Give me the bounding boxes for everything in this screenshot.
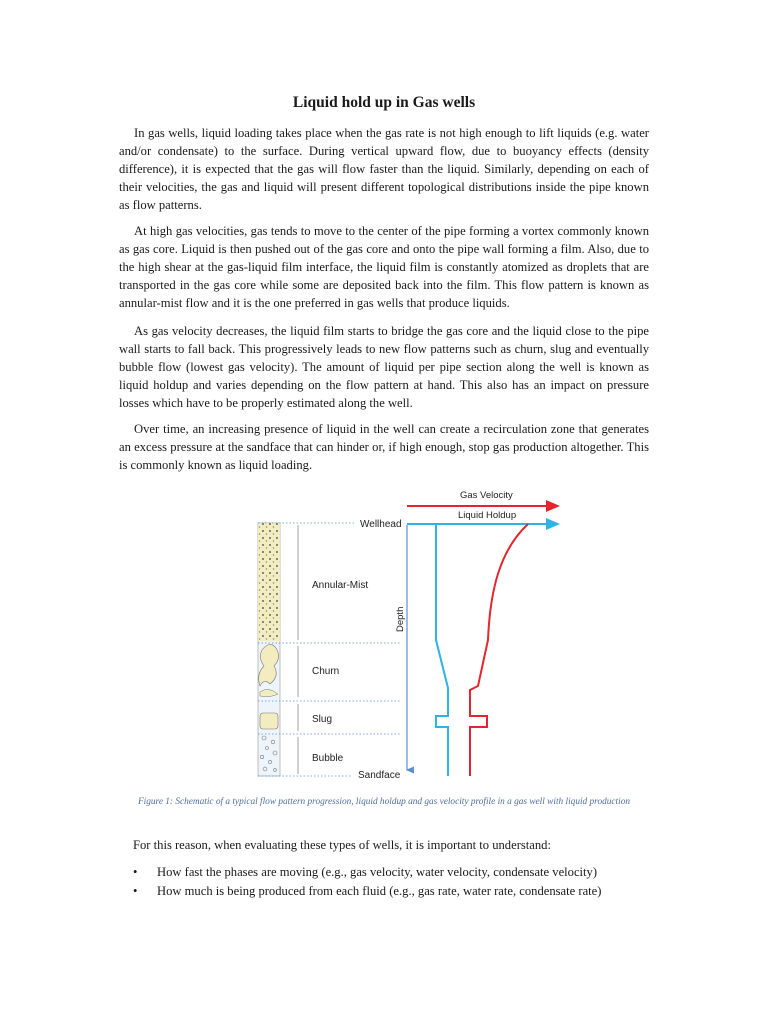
flow-pattern-diagram xyxy=(240,480,580,785)
list-item-text: How much is being produced from each fluid (e.g., gas rate, water rate, condensate rate) xyxy=(157,884,602,898)
figure-caption: Figure 1: Schematic of a typical flow pattern progression, liquid holdup and gas velocity profile in a gas well with liquid production xyxy=(137,797,630,807)
paragraph-annular-mist: At high gas velocities, gas tends to move to the center of the pipe forming a vortex commonly known as gas core. Liquid is then pushed out of the gas core and onto the pipe wall forming a film. Also, due to the high shear at the gas-liquid film interface, the liquid film is constantly atomized as droplets that are transported in the gas core while some are deposited back into the film. This flow pattern is known as annular-mist flow and it is the one preferred in gas wells that produce liquids. xyxy=(119,224,649,310)
sandface-label: Sandface xyxy=(358,770,401,781)
list-item-text: How fast the phases are moving (e.g., gas velocity, water velocity, condensate velocity) xyxy=(157,865,598,879)
bullet-list xyxy=(130,863,690,901)
paragraph-recirculation: Over time, an increasing presence of liquid in the well can create a recirculation zone that generates an excess pressure at the sandface that can hinder or, if high enough, stop gas production altogether. This is commonly known as liquid loading. xyxy=(119,422,649,472)
paragraph-evaluation-intro: For this reason, when evaluating these types of wells, it is important to understand: xyxy=(133,838,551,852)
bullet-icon: • xyxy=(133,865,138,879)
pattern-label-bubble: Bubble xyxy=(312,753,344,764)
slug-bubble xyxy=(260,713,278,729)
liquid-holdup-label: Liquid Holdup xyxy=(458,510,517,521)
bullet-icon: • xyxy=(133,884,138,898)
depth-label: Depth xyxy=(395,606,406,632)
pattern-label-annular-mist: Annular-Mist xyxy=(312,580,369,591)
pattern-label-churn: Churn xyxy=(312,666,340,677)
liquid-holdup-curve xyxy=(436,524,448,776)
paragraph-flow-patterns: As gas velocity decreases, the liquid film starts to bridge the gas core and the liquid close to the pipe wall starts to fall back. This progressively leads to new flow patterns such as churn, slug and eventually bubble flow (lowest gas velocity). The amount of liquid per pipe section along the well is known as liquid holdup and varies depending on the flow pattern at hand. This also has an impact on pressure losses which have to be properly estimated along the well. xyxy=(119,324,649,410)
flow-pattern-figure xyxy=(240,480,580,785)
annular-mist-droplets xyxy=(258,523,280,641)
wellhead-label: Wellhead xyxy=(360,519,402,530)
list-item xyxy=(130,863,690,882)
gas-velocity-label: Gas Velocity xyxy=(460,490,513,501)
pattern-label-slug: Slug xyxy=(312,714,333,725)
gas-velocity-curve xyxy=(470,524,528,776)
list-item xyxy=(130,882,690,901)
paragraph-liquid-loading-intro: In gas wells, liquid loading takes place when the gas rate is not high enough to lift liquids (e.g. water and/or condensate) to the surface. During vertical upward flow, due to buoyancy effects (density difference), it is expected that the gas will flow faster than the liquid. Similarly, depending on each of their velocities, the gas and liquid will present different topological distributions inside the pipe known as flow patterns. xyxy=(119,126,649,212)
page-title: Liquid hold up in Gas wells xyxy=(292,94,476,111)
